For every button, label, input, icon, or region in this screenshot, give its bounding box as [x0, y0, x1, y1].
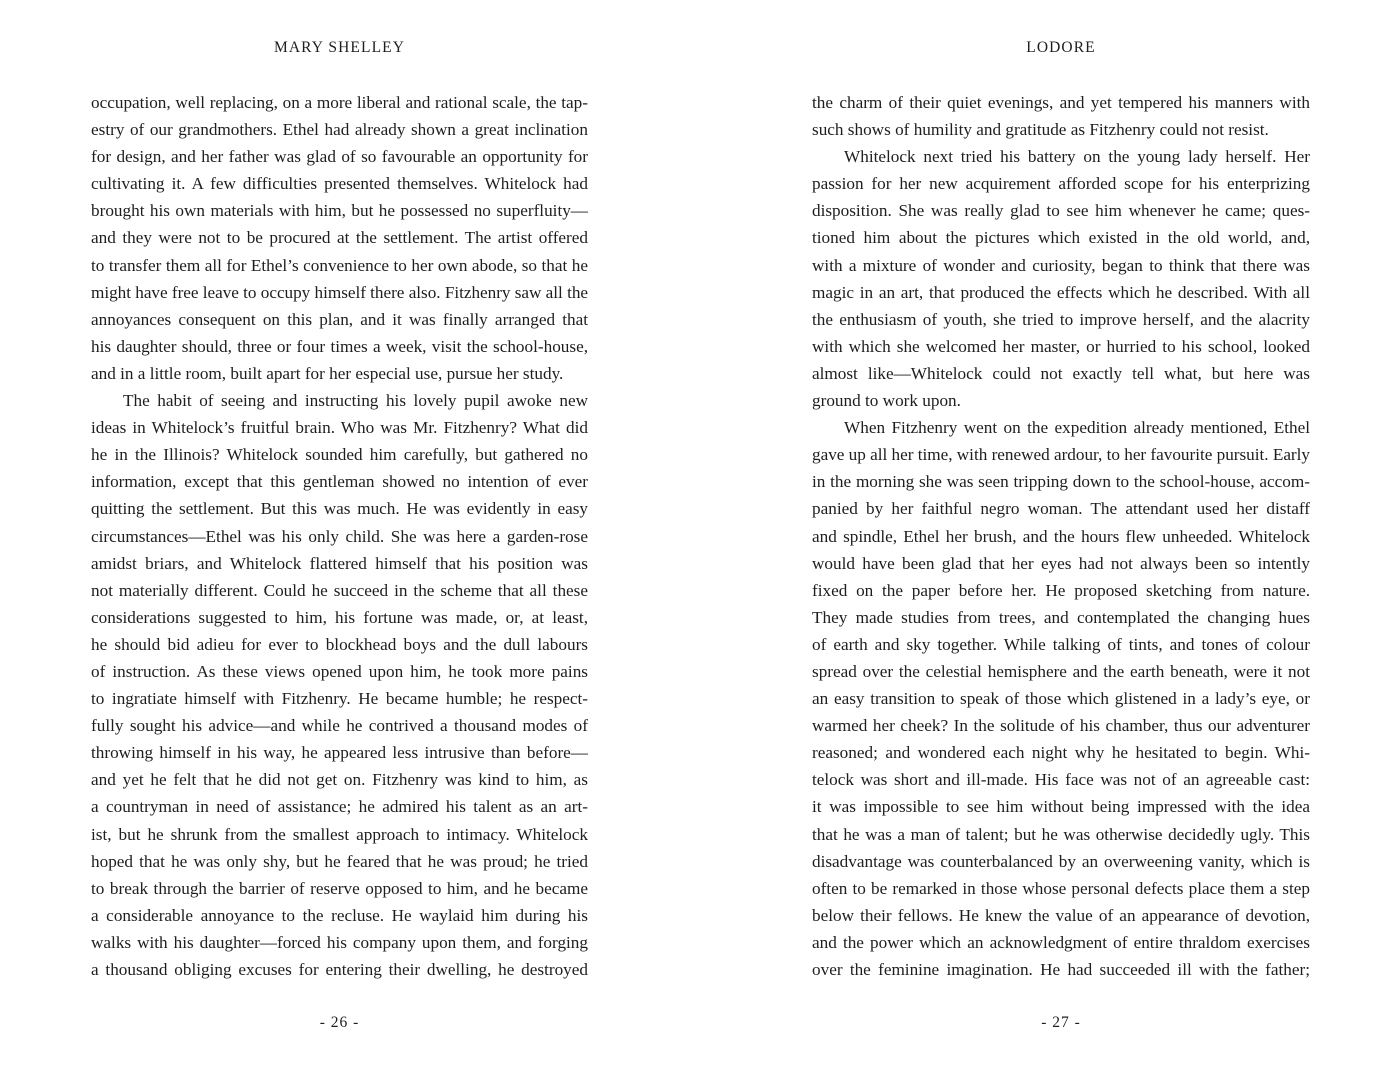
- text-line: for design, and her father was glad of so favourable an opportunity for: [91, 147, 588, 167]
- text-line: ideas in Whitelock’s fruitful brain. Who was Mr. Fitzhenry? What did: [91, 418, 588, 438]
- text-line: a countryman in need of assistance; he admired his talent as an art-: [91, 797, 588, 817]
- text-line: and in a little room, built apart for her especial use, pursue her study.: [91, 363, 564, 383]
- text-line: and the power which an acknowledgment of entire thraldom exercises: [812, 932, 1310, 952]
- text-line: telock was short and ill-made. His face was not of an agreeable cast:: [812, 770, 1310, 790]
- text-line: often to be remarked in those whose personal defects place them a step: [812, 878, 1310, 898]
- text-line: occupation, well replacing, on a more liberal and rational scale, the tap-: [91, 93, 588, 112]
- text-line: and spindle, Ethel her brush, and the hours flew unheeded. Whitelock: [812, 526, 1310, 546]
- text-line: such shows of humility and gratitude as Fitzhenry could not resist.: [812, 120, 1269, 140]
- text-line: ground to work upon.: [812, 391, 961, 411]
- text-line: over the feminine imagination. He had succeeded ill with the father;: [812, 960, 1310, 979]
- text-line: panied by her faithful negro woman. The attendant used her distaff: [812, 499, 1310, 519]
- text-line: of earth and sky together. While talking of tints, and tones of colour: [812, 634, 1310, 654]
- text-line: disadvantage was counterbalanced by an overweening vanity, which is: [812, 851, 1310, 871]
- text-line: below their fellows. He knew the value of an appearance of devotion,: [812, 905, 1310, 925]
- text-line: passion for her new acquirement afforded scope for his enterprizing: [812, 174, 1310, 194]
- text-line: disposition. She was really glad to see him whenever he came; ques-: [812, 201, 1310, 221]
- text-line: an easy transition to speak of those which glistened in a lady’s eye, or: [812, 689, 1310, 709]
- text-line: almost like—Whitelock could not exactly tell what, but here was: [812, 363, 1310, 383]
- text-line: Whitelock next tried his battery on the young lady herself. Her: [844, 147, 1310, 167]
- text-line: and yet he felt that he did not get on. Fitzhenry was kind to him, as: [91, 770, 588, 790]
- text-line: ist, but he shrunk from the smallest approach to intimacy. Whitelock: [91, 824, 588, 844]
- text-line: spread over the celestial hemisphere and the earth beneath, were it not: [812, 661, 1310, 681]
- text-line: a thousand obliging excuses for entering their dwelling, he destroyed: [91, 960, 588, 979]
- text-line: he should bid adieu for ever to blockhead boys and the dull labours: [91, 634, 588, 654]
- left-page: [91, 0, 588, 1074]
- text-line: he in the Illinois? Whitelock sounded him carefully, but gathered no: [91, 445, 588, 465]
- text-line: tioned him about the pictures which existed in the old world, and,: [812, 228, 1310, 248]
- text-line: with a mixture of wonder and curiosity, began to think that there was: [812, 255, 1310, 275]
- text-line: They made studies from trees, and contemplated the changing hues: [812, 607, 1310, 627]
- text-line: brought his own materials with him, but he possessed no superfluity—: [91, 201, 588, 221]
- text-line: magic in an art, that produced the effects which he described. With all: [812, 282, 1310, 302]
- text-line: cultivating it. A few difficulties presented themselves. Whitelock had: [91, 174, 588, 194]
- body-text-right: [812, 89, 1310, 983]
- text-line: warmed her cheek? In the solitude of his chamber, thus our adventurer: [812, 716, 1310, 736]
- text-line: considerations suggested to him, his fortune was made, or, at least,: [91, 607, 588, 627]
- text-line: with which she welcomed her master, or hurried to his school, looked: [812, 336, 1310, 356]
- text-line: in the morning she was seen tripping down to the school-house, accom-: [812, 472, 1310, 492]
- text-line: of instruction. As these views opened upon him, he took more pains: [91, 661, 588, 681]
- text-line: to ingratiate himself with Fitzhenry. He became humble; he respect-: [91, 689, 588, 709]
- text-line: The habit of seeing and instructing his lovely pupil awoke new: [123, 391, 588, 411]
- text-line: the charm of their quiet evenings, and yet tempered his manners with: [812, 93, 1310, 112]
- text-line: fully sought his advice—and while he contrived a thousand modes of: [91, 716, 588, 736]
- text-line: amidst briars, and Whitelock flattered himself that his position was: [91, 553, 588, 573]
- text-line: When Fitzhenry went on the expedition already mentioned, Ethel: [844, 418, 1310, 438]
- text-line: not materially different. Could he succeed in the scheme that all these: [91, 580, 588, 600]
- text-line: the enthusiasm of youth, she tried to improve herself, and the alacrity: [812, 309, 1310, 329]
- text-line: throwing himself in his way, he appeared less intrusive than before—: [91, 743, 588, 763]
- right-page: [812, 0, 1310, 1074]
- text-line: fixed on the paper before her. He proposed sketching from nature.: [812, 580, 1310, 600]
- text-line: annoyances consequent on this plan, and it was finally arranged that: [91, 309, 588, 329]
- page-number-left: - 26 -: [319, 1014, 360, 1031]
- text-line: circumstances—Ethel was his only child. She was here a garden-rose: [91, 526, 588, 546]
- text-line: hoped that he was only shy, but he feared that he was proud; he tried: [91, 851, 588, 871]
- text-line: information, except that this gentleman showed no intention of ever: [91, 472, 588, 492]
- text-line: to transfer them all for Ethel’s convenience to her own abode, so that he: [91, 255, 588, 275]
- text-line: it was impossible to see him without being impressed with the idea: [812, 797, 1310, 817]
- text-line: might have free leave to occupy himself there also. Fitzhenry saw all the: [91, 282, 588, 302]
- text-line: his daughter should, three or four times a week, visit the school-house,: [91, 336, 588, 356]
- text-line: gave up all her time, with renewed ardour, to her favourite pursuit. Early: [812, 445, 1310, 465]
- running-head-left: MARY SHELLEY: [273, 39, 406, 56]
- text-line: a considerable annoyance to the recluse. He waylaid him during his: [91, 905, 588, 925]
- text-line: to break through the barrier of reserve opposed to him, and he became: [91, 878, 588, 898]
- text-line: would have been glad that her eyes had not always been so intently: [812, 553, 1310, 573]
- text-line: walks with his daughter—forced his company upon them, and forging: [91, 932, 588, 952]
- body-text-left: [91, 89, 588, 983]
- running-head-right: LODORE: [1026, 39, 1096, 56]
- text-line: estry of our grandmothers. Ethel had already shown a great inclination: [91, 120, 588, 140]
- text-line: and they were not to be procured at the settlement. The artist offered: [91, 228, 588, 248]
- page-number-right: - 27 -: [1041, 1014, 1081, 1031]
- text-line: that he was a man of talent; but he was otherwise decidedly ugly. This: [812, 824, 1310, 844]
- text-line: quitting the settlement. But this was much. He was evidently in easy: [91, 499, 588, 519]
- text-line: reasoned; and wondered each night why he hesitated to begin. Whi-: [812, 743, 1310, 763]
